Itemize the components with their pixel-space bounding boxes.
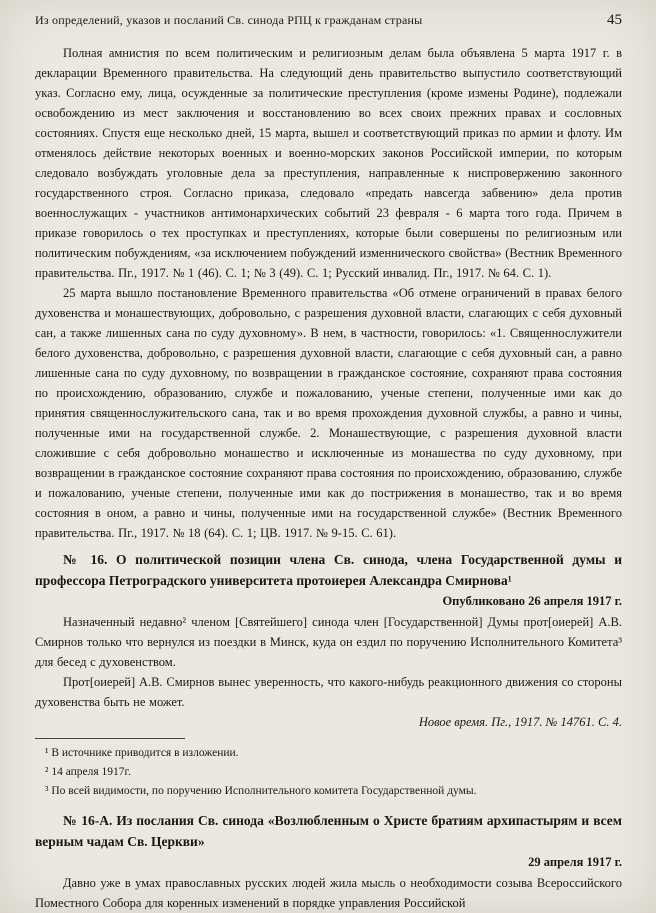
doc-16-source-citation: Новое время. Пг., 1917. № 14761. С. 4. bbox=[418, 715, 622, 729]
page-number: 45 bbox=[607, 12, 622, 28]
doc-16-heading: № 16. О политической позиции члена Св. синода, члена Государственной думы и профессора Петроградского университета протоиерея Александра Смирнова¹ bbox=[35, 552, 622, 588]
doc-16a-paragraph-1: Давно уже в умах православных русских людей жила мысль о необходимости созыва Всероссийского Поместного Собора для коренных изменений в порядке управления Российской bbox=[35, 876, 622, 910]
footnote-2: ² 14 апреля 1917г. bbox=[45, 766, 131, 778]
running-header bbox=[35, 12, 622, 29]
footnote-3: ³ По всей видимости, по поручению Исполнительного комитета Государственной думы. bbox=[45, 785, 477, 797]
doc-16-paragraph-1: Назначенный недавно² членом [Святейшего] синода член [Государственной] Думы прот[оиерей] А.В. Смирнов только что вернулся из поездки в Минск, куда он ездил по поручению Исполнительного Комитета³ для бесед с духовенством. bbox=[35, 615, 622, 669]
footnotes-section bbox=[35, 738, 622, 801]
doc-16-paragraph-2: Прот[оиерей] А.В. Смирнов вынес уверенность, что какого-нибудь реакционного движения со стороны духовенства быть не может. bbox=[35, 675, 622, 709]
paragraph-clergy-rights-decree: 25 марта вышло постановление Временного правительства «Об отмене ограничений в правах белого духовенства и монашествующих, добровольно, с разрешения духовной власти, слагающих с себя духовный сан, а также лишенных сана по суду духовному». В нем, в частности, говорилось: «1. Священнослужители белого духовенства, добровольно, с разрешения духовной власти, слагающие с себя духовный сан, а равно лишенные сана по суду духовному, по возвращении в гражданское состояние, сохраняют права состояния по происхождению, образованию, службе и пожалованию, ученые степени, полученные ими как до принятия священнослужительского сана, так и во время прохождения духовной службы, а равно и чины, полученные ими на государственной службе. 2. Монашествующие, с разрешения духовной власти сложившие с себя добровольно монашество и исключенные из монашества по суду духовному, при возвращении в гражданское состояние сохраняют права состояния по происхождению, образованию, службе и пожалованию, ученые степени, полученные ими как до пострижения в монашество, так и во время состояния в оном, а равно и чины, полученные ими на государственной службе» (Вестник Временного правительства. Пг., 1917. № 18 (64). С. 1; ЦВ. 1917. № 9-15. С. 61). bbox=[35, 286, 622, 540]
running-header-title: Из определений, указов и посланий Св. синода РПЦ к гражданам страны bbox=[35, 13, 423, 27]
page-content bbox=[35, 43, 622, 913]
doc-16-publication-date: Опубликовано 26 апреля 1917 г. bbox=[442, 594, 622, 608]
doc-16a-heading: № 16-А. Из послания Св. синода «Возлюбленным о Христе братиям архипастырям и всем верным чадам Св. Церкви» bbox=[35, 813, 622, 849]
footnote-1: ¹ В источнике приводится в изложении. bbox=[45, 747, 239, 759]
doc-16a-date: 29 апреля 1917 г. bbox=[528, 855, 622, 869]
paragraph-amnesty-decree: Полная амнистия по всем политическим и религиозным делам была объявлена 5 марта 1917 г. в декларации Временного правительства. На следующий день правительство выпустило соответствующий указ. Согласно ему, лица, осужденные за политические преступления (кроме измены Родине), подлежали освобождению из мест заключения и восстановлению во всех своих прежних правах и сословных состояниях. Спустя еще несколько дней, 15 марта, вышел и соответствующий приказ по армии и флоту. Им отменялось действие некоторых военных и военно-морских законов Российской империи, по которым следовало возбуждать уголовные дела за преступления, направленные к ниспровержению законного государственного строя. Согласно приказа, следовало «предать навсегда забвению» дела против военнослужащих - участников антимонархических событий 23 февраля - 6 марта того года. Причем в приказе говорилось о тех проступках и преступлениях, которые были совершены по религиозным или политическим побуждениям, «за исключением побуждений изменнического свойства» (Вестник Временного правительства. Пг., 1917. № 1 (46). С. 1; № 3 (49). С. 1; Русский инвалид. Пг., 1917. № 64. С. 1). bbox=[35, 46, 622, 280]
footnote-separator-rule bbox=[35, 738, 185, 739]
